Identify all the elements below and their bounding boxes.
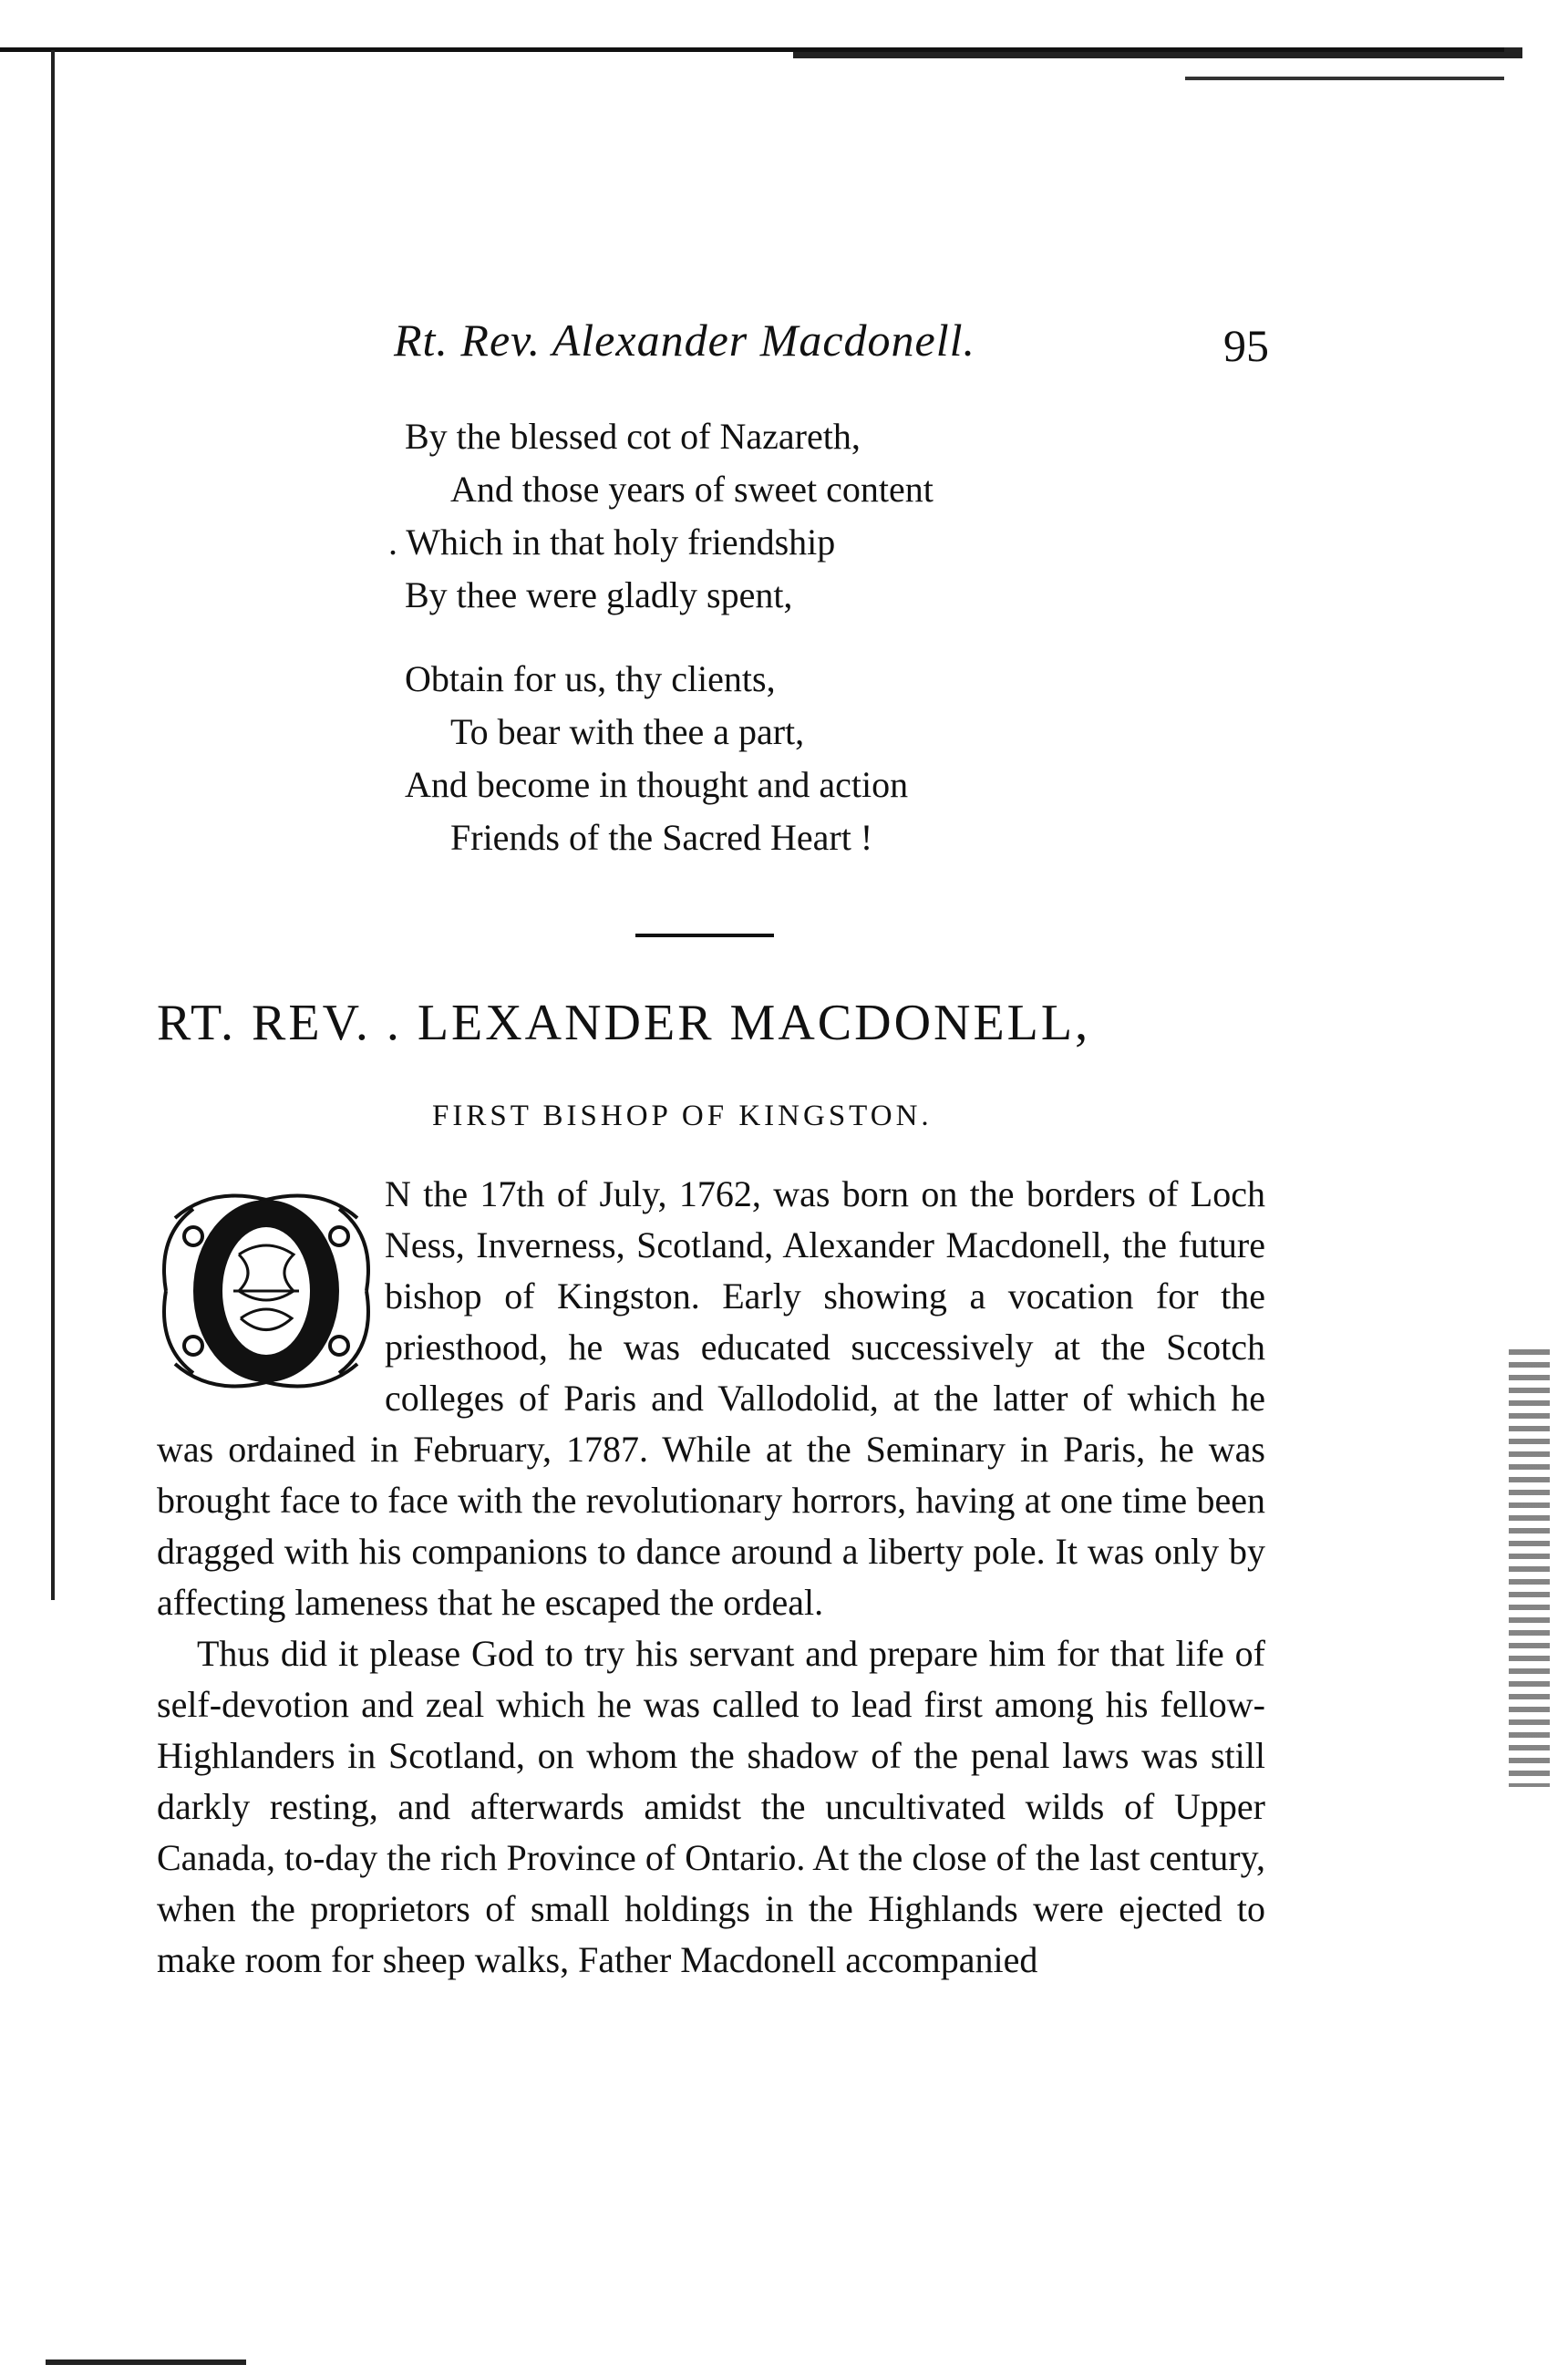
verse-line: . Which in that holy friendship <box>388 521 836 563</box>
scan-edge-right <box>1509 1349 1550 1787</box>
paragraph <box>157 1169 1265 1628</box>
verse-line: By the blessed cot of Nazareth, <box>405 416 861 457</box>
scan-edge-left <box>51 50 55 1600</box>
article-subtitle: FIRST BISHOP OF KINGSTON. <box>432 1100 933 1132</box>
verse-line: And become in thought and action <box>405 764 909 805</box>
verse-stanza-2 <box>405 653 908 864</box>
paragraph-text: N the 17th of July, 1762, was born on the borders of Loch Ness, Inverness, Scotland, Alexander Macdonell, the future bishop of Kingston. Early showing a vocation for the priesthood, he was educated successively at the Scotch colleges of Paris and Vallodolid, at the latter of which he was ordained in February, 1787. While at the Seminary in Paris, he was brought face to face with the revolutionary horrors, having at one time been dragged with his companions to dance around a liberty pole. It was only by affecting lameness that he escaped the ordeal. <box>157 1173 1265 1623</box>
page-number: 95 <box>1223 320 1269 371</box>
verse-stanza-1 <box>388 410 934 622</box>
article-body <box>157 1169 1265 1986</box>
verse-line: By thee were gladly spent, <box>405 574 793 615</box>
drop-initial-space <box>157 1169 385 1404</box>
article-title: RT. REV. . LEXANDER MACDONELL, <box>157 995 1091 1051</box>
paragraph-text: Thus did it please God to try his servant and prepare him for that life of self-devotion and zeal which he was called to lead first among his fellow-Highlanders in Scotland, on whom the shadow of the penal laws was still darkly resting, and afterwards amidst the uncultivated wilds of Upper Canada, to-day the rich Province of Ontario. At the close of the last century, when the proprietors of small holdings in the Highlands were ejected to make room for sheep walks, Father Macdonell accompanied <box>157 1633 1265 1980</box>
verse-line: And those years of sweet content <box>450 469 934 510</box>
scan-edge-bottom <box>46 2360 246 2365</box>
scan-edge-top <box>0 47 1568 60</box>
verse-line: To bear with thee a part, <box>450 711 805 752</box>
verse-line: Obtain for us, thy clients, <box>405 658 776 699</box>
running-title: Rt. Rev. Alexander Macdonell. <box>394 315 976 366</box>
paragraph <box>157 1628 1265 1986</box>
running-head <box>394 314 1269 377</box>
section-divider <box>635 934 774 937</box>
verse-line: Friends of the Sacred Heart ! <box>450 817 873 858</box>
scan-edge-top-secondary <box>1185 77 1504 80</box>
